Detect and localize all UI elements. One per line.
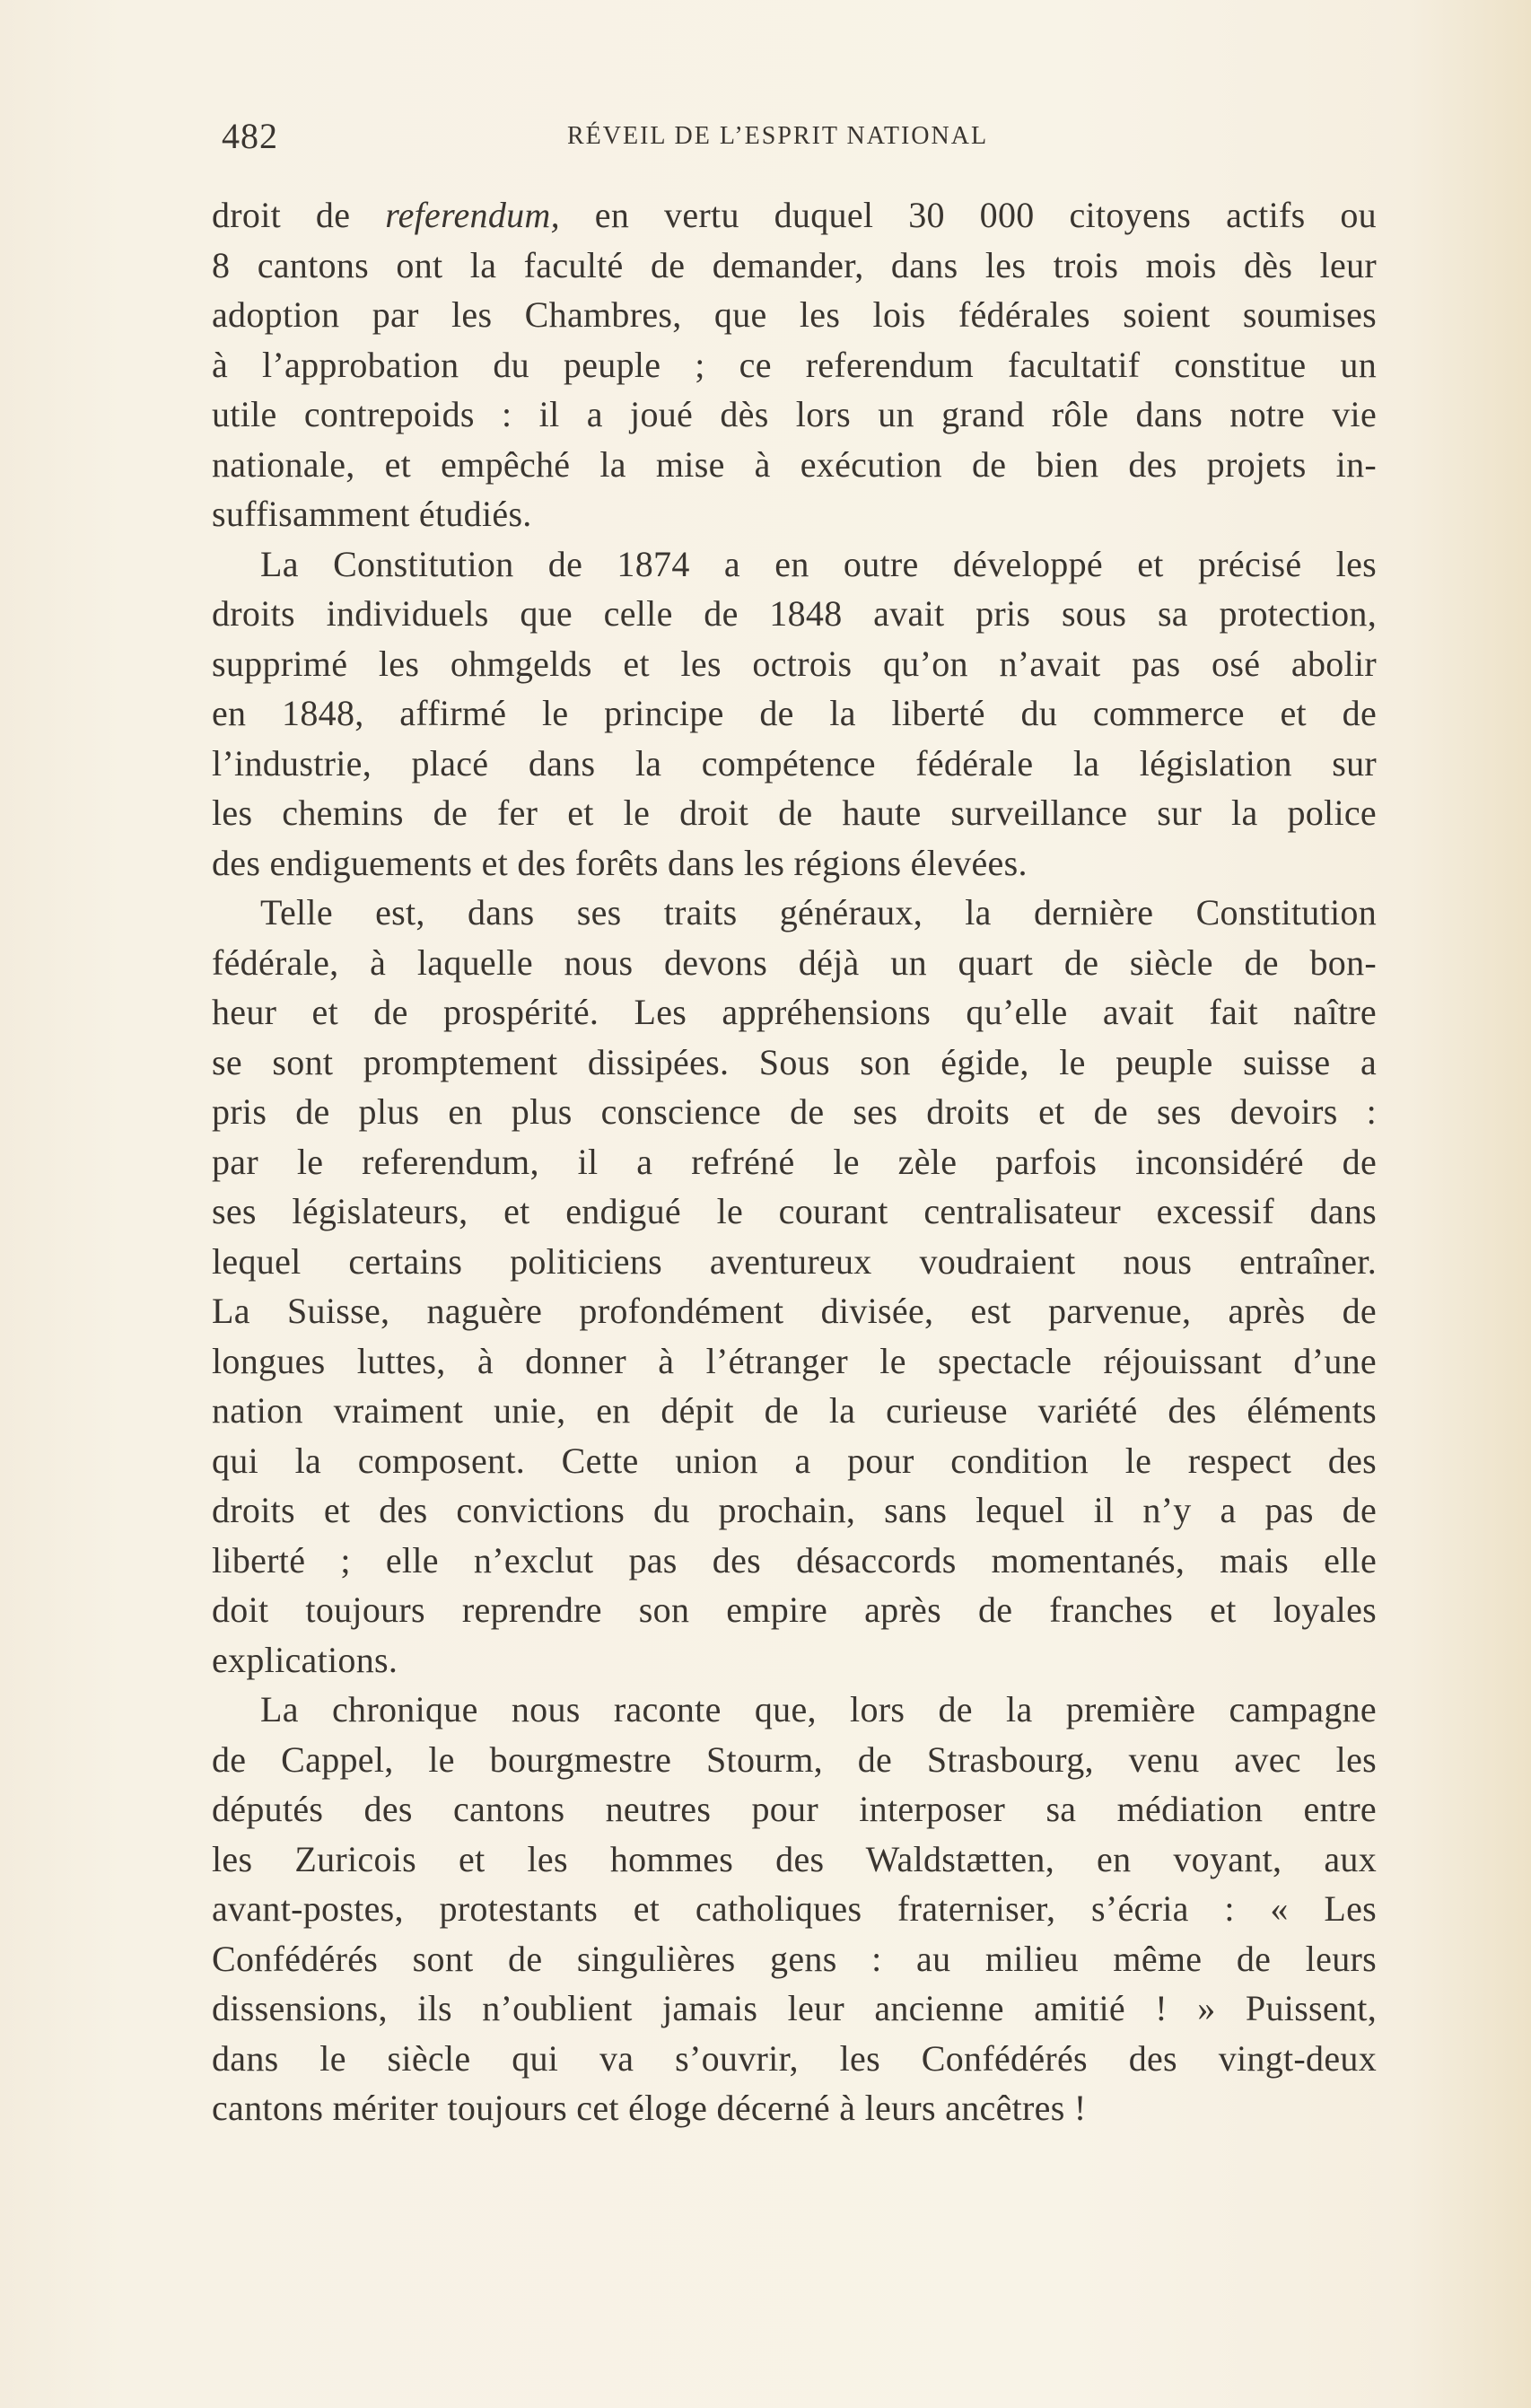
text-line: liberté ; elle n’exclut pas des désaccords momentanés, mais elle	[212, 1539, 1377, 1581]
text-line: droits individuels que celle de 1848 avait pris sous sa protection,	[212, 593, 1377, 634]
text-line: par le referendum, il a refréné le zèle parfois inconsidéré de	[212, 1141, 1377, 1182]
text-line: supprimé les ohmgelds et les octrois qu’on n’avait pas osé abolir	[212, 643, 1377, 684]
text-line: l’industrie, placé dans la compétence fédérale la législation sur	[212, 742, 1377, 784]
body-text	[212, 190, 1377, 2133]
paragraph-start: La Constitution de 1874 a en outre développé et précisé les	[260, 543, 1377, 584]
text-line: Confédérés sont de singulières gens : au milieu même de leurs	[212, 1938, 1377, 1979]
text-line: fédérale, à laquelle nous devons déjà un quart de siècle de bon-	[212, 941, 1377, 983]
text-line: pris de plus en plus conscience de ses droits et de ses devoirs :	[212, 1091, 1377, 1132]
text-line: les Zuricois et les hommes des Waldstætten, en voyant, aux	[212, 1838, 1377, 1879]
text-line: nation vraiment unie, en dépit de la curieuse variété des éléments	[212, 1390, 1377, 1431]
text-line: 8 cantons ont la faculté de demander, dans les trois mois dès leur	[212, 244, 1377, 285]
text-line: longues luttes, à donner à l’étranger le spectacle réjouissant d’une	[212, 1340, 1377, 1381]
text-line: adoption par les Chambres, que les lois fédérales soient soumises	[212, 294, 1377, 335]
text-line: explications.	[212, 1639, 398, 1680]
text-line: avant-postes, protestants et catholiques fraterniser, s’écria : « Les	[212, 1888, 1377, 1929]
text-line: La Suisse, naguère profondément divisée, est parvenue, après de	[212, 1291, 1377, 1331]
text-line: les chemins de fer et le droit de haute surveillance sur la police	[212, 792, 1377, 833]
text-line: députés des cantons neutres pour interposer sa médiation entre	[212, 1789, 1377, 1829]
text-line: qui la composent. Cette union a pour condition le respect des	[212, 1440, 1377, 1481]
text-line: dans le siècle qui va s’ouvrir, les Confédérés des vingt-deux	[212, 2037, 1377, 2079]
text-line: en 1848, affirmé le principe de la liberté du commerce et de	[212, 693, 1377, 733]
text-line: de Cappel, le bourgmestre Stourm, de Strasbourg, venu avec les	[212, 1738, 1377, 1780]
running-title: RÉVEIL DE L’ESPRIT NATIONAL	[567, 122, 989, 150]
paragraph-start: Telle est, dans ses traits généraux, la dernière Constitution	[260, 892, 1377, 933]
text-line: lequel certains politiciens aventureux voudraient nous entraîner.	[212, 1240, 1377, 1282]
text-line: droits et des convictions du prochain, sans lequel il n’y a pas de	[212, 1490, 1377, 1530]
paragraph-start: La chronique nous raconte que, lors de la première campagne	[260, 1689, 1377, 1729]
text-line: suffisamment étudiés.	[212, 494, 532, 534]
text-line: dissensions, ils n’oublient jamais leur ancienne amitié ! » Puissent,	[212, 1988, 1377, 2028]
text-line: droit de referendum, en vertu duquel 30 000 citoyens actifs ou	[212, 195, 1377, 235]
text-line: se sont promptement dissipées. Sous son égide, le peuple suisse a	[212, 1041, 1377, 1082]
text-line: à l’approbation du peuple ; ce referendum facultatif constitue un	[212, 344, 1377, 385]
italic-term: referendum,	[385, 195, 560, 235]
text-line: utile contrepoids : il a joué dès lors un grand rôle dans notre vie	[212, 394, 1377, 434]
text-line: heur et de prospérité. Les appréhensions qu’elle avait fait naître	[212, 992, 1377, 1032]
text-line: cantons mériter toujours cet éloge décerné à leurs ancêtres !	[212, 2088, 1087, 2128]
page-header	[222, 115, 1043, 160]
text-line: ses législateurs, et endigué le courant centralisateur excessif dans	[212, 1191, 1377, 1231]
text-line: des endiguements et des forêts dans les régions élevées.	[212, 842, 1028, 883]
text-line: doit toujours reprendre son empire après de franches et loyales	[212, 1589, 1377, 1630]
page-number: 482	[222, 116, 278, 156]
text-line: nationale, et empêché la mise à exécution de bien des projets in-	[212, 443, 1377, 485]
